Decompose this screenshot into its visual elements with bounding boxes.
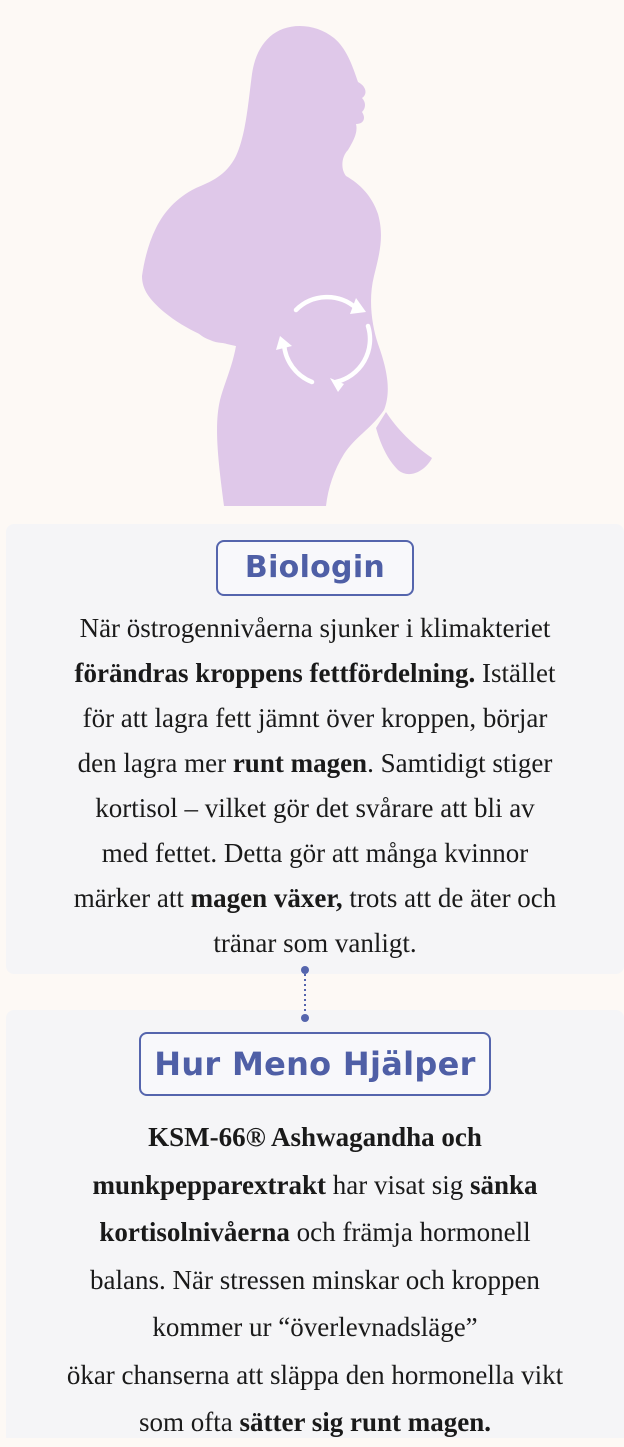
text-line: den lagra mer runt magen. Samtidigt stiger bbox=[77, 748, 553, 778]
dotted-connector-icon bbox=[299, 962, 311, 1026]
text-line: kortisol – vilket gör det svårare att bli av bbox=[95, 793, 535, 823]
text-line: märker att magen växer, trots att de äter och bbox=[73, 883, 557, 913]
text-line: tränar som vanligt. bbox=[213, 928, 417, 958]
woman-silhouette-icon bbox=[0, 0, 624, 520]
text-line: När östrogennivåerna sjunker i klimakteriet bbox=[79, 613, 551, 643]
text-line: ökar chanserna att släppa den hormonella vikt bbox=[66, 1359, 564, 1390]
section-title-biologin: Biologin bbox=[216, 540, 414, 596]
text-line: kortisolnivåerna och främja hormonell bbox=[99, 1217, 531, 1247]
hero-illustration bbox=[0, 0, 624, 520]
section-title-hur-meno-hjalper: Hur Meno Hjälper bbox=[139, 1032, 491, 1096]
biology-section bbox=[6, 524, 624, 974]
meno-paragraph bbox=[6, 1114, 624, 1447]
text-line: som ofta sätter sig runt magen. bbox=[139, 1407, 491, 1437]
text-line: för att lagra fett jämnt över kroppen, börjar bbox=[82, 703, 548, 733]
text-line: förändras kroppens fettfördelning. Istället bbox=[74, 658, 556, 688]
text-line: munkpepparextrakt har visat sig sänka bbox=[92, 1169, 538, 1200]
text-line: balans. När stressen minskar och kroppen bbox=[90, 1264, 540, 1295]
how-meno-helps-section bbox=[6, 1010, 624, 1438]
biology-paragraph bbox=[6, 606, 624, 966]
text-line: kommer ur “överlevnadsläge” bbox=[152, 1312, 478, 1342]
text-line: KSM-66® Ashwagandha och bbox=[148, 1122, 482, 1152]
text-line: med fettet. Detta gör att många kvinnor bbox=[101, 838, 529, 868]
